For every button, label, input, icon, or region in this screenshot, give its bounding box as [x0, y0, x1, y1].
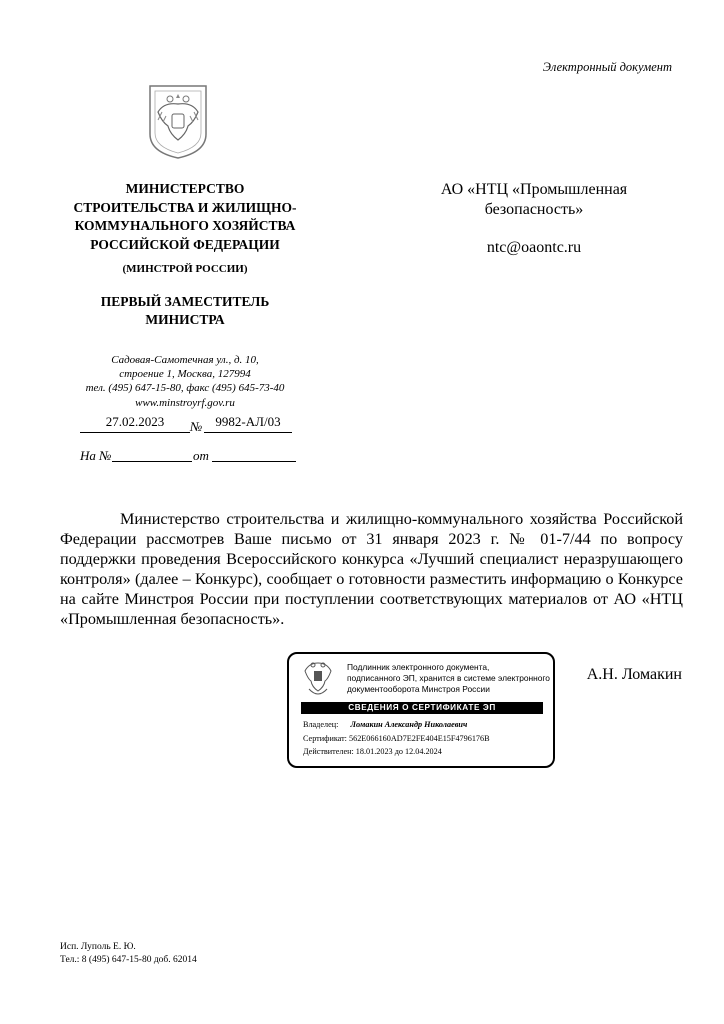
stamp-caption — [347, 662, 552, 695]
address-line: Садовая-Самотечная ул., д. 10, — [111, 354, 259, 366]
reply-to-label: На № — [80, 448, 112, 463]
reply-number-blank — [112, 461, 192, 462]
signer-name: А.Н. Ломакин — [586, 666, 682, 683]
letter-body-text: Министерство строительства и жилищно-коммунального хозяйства Российской Федерации рассмотрев Ваше письмо от 31 января 2023 г. № 01-7/44 по вопросу поддержки проведения Всероссийского конкурса «Лучший специалист неразрушающего контроля» (далее – Конкурс), сообщает о готовности разместить информацию о Конкурсе на сайте Минстроя России при поступлении соответствующих материалов от АО «НТЦ «Промышленная безопасность». — [60, 510, 683, 629]
recipient-block — [420, 180, 648, 258]
letter-body — [60, 509, 683, 630]
ministry-line: КОММУНАЛЬНОГО ХОЗЯЙСТВА — [74, 218, 296, 233]
executor-footer — [60, 941, 310, 966]
website-link[interactable]: www.minstroyrf.gov.ru — [135, 396, 235, 409]
owner-value: Ломакин Александр Николаевич — [350, 720, 468, 729]
ministry-line: СТРОИТЕЛЬСТВА И ЖИЛИЩНО- — [73, 199, 297, 215]
validity-row — [303, 747, 442, 756]
owner-label: Владелец: — [303, 720, 339, 729]
address-line: строение 1, Москва, 127994 — [119, 368, 251, 381]
certificate-value: 562E066160AD7E2FE404E15F4796176B — [349, 734, 490, 743]
from-label: от — [193, 448, 209, 463]
registration-line — [80, 414, 292, 436]
caption-line: документооборота Минстроя России — [347, 684, 490, 694]
position-line: ПЕРВЫЙ ЗАМЕСТИТЕЛЬ — [100, 294, 270, 309]
electronic-document-note: Электронный документ — [542, 60, 672, 74]
reply-reference-line — [80, 448, 296, 466]
sender-address — [60, 353, 310, 410]
ministry-line: РОССИЙСКОЙ ФЕДЕРАЦИИ — [90, 236, 280, 252]
certificate-label: Сертификат: — [303, 734, 347, 743]
executor-phone: Тел.: 8 (495) 647-15-80 доб. 62014 — [60, 954, 197, 965]
ministry-line: МИНИСТЕРСТВО — [125, 181, 245, 196]
caption-line: подписанного ЭП, хранится в системе электронного — [347, 673, 550, 683]
number-sign: № — [190, 419, 203, 434]
e-signature-stamp — [287, 652, 555, 768]
date-underline — [80, 432, 190, 433]
recipient-email[interactable]: ntc@oaontc.ru — [486, 239, 582, 256]
validity-label: Действителен: — [303, 747, 354, 756]
certificate-row — [303, 734, 490, 743]
owner-row — [303, 720, 467, 729]
reply-date-blank — [212, 461, 296, 462]
certificate-band-title: СВЕДЕНИЯ О СЕРТИФИКАТЕ ЭП — [301, 702, 543, 714]
caption-line: Подлинник электронного документа, — [347, 662, 490, 672]
ministry-name — [60, 180, 310, 254]
validity-value: 18.01.2023 до 12.04.2024 — [355, 747, 442, 756]
ministry-short-name: (МИНСТРОЙ РОССИИ) — [122, 263, 248, 275]
registration-date: 27.02.2023 — [105, 414, 165, 429]
recipient-name-line: безопасность» — [484, 201, 584, 218]
coat-of-arms-emblem — [146, 82, 210, 160]
number-underline — [204, 432, 292, 433]
position-line: МИНИСТРА — [145, 312, 225, 327]
address-line: тел. (495) 647-15-80, факс (495) 645-73-40 — [85, 382, 285, 395]
sender-position — [60, 293, 310, 329]
registration-number: 9982-АЛ/03 — [215, 414, 281, 429]
executor-name: Исп. Луполь Е. Ю. — [60, 942, 136, 952]
recipient-name-line: АО «НТЦ «Промышленная — [440, 181, 628, 198]
coat-of-arms-icon — [301, 659, 335, 701]
